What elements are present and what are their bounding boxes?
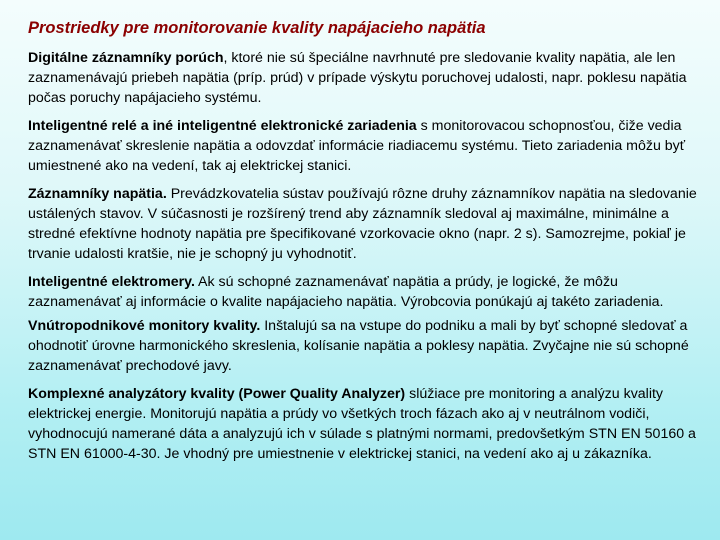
paragraph-text: Ak sú schopné zaznamenávať napätia a prúdy, je logické, že môžu zaznamenávať aj informácie o kvalite napájacieho napätia. Výrobcovia ponúkajú aj takéto zariadenia.	[28, 274, 664, 310]
paragraph-power-quality-analyzers	[28, 384, 700, 464]
paragraph-digital-fault-recorders	[28, 48, 700, 108]
paragraph-in-plant-monitors	[28, 316, 700, 376]
paragraph-lead: Vnútropodnikové monitory kvality.	[28, 318, 261, 334]
slide-title: Prostriedky pre monitorovanie kvality napájacieho napätia	[28, 19, 486, 37]
paragraph-lead: Inteligentné relé a iné inteligentné elektronické zariadenia	[28, 118, 417, 134]
paragraph-text: , ktoré nie sú špeciálne navrhnuté pre sledovanie kvality napätia, ale len zaznamenávajú priebeh napätia (príp. prúd) v prípade výskytu poruchovej udalosti, napr. poklesu napätia počas poruchy napájacieho systému.	[28, 50, 687, 106]
paragraph-smart-meters	[28, 272, 700, 312]
paragraph-lead: Komplexné analyzátory kvality (Power Quality Analyzer)	[28, 386, 406, 402]
paragraph-lead: Inteligentné elektromery.	[28, 274, 195, 290]
paragraph-lead: Záznamníky napätia.	[28, 186, 167, 202]
paragraph-lead: Digitálne záznamníky porúch	[28, 50, 224, 66]
paragraph-intelligent-relays	[28, 116, 700, 176]
slide-content	[28, 18, 700, 472]
paragraph-text: s monitorovacou schopnosťou, čiže vedia zaznamenávať skreslenie napätia a odovzdať informácie riadiacemu systému. Tieto zariadenia môžu byť umiestnené ako na vedení, tak aj elektrickej stanici.	[28, 118, 686, 174]
paragraph-text: Prevádzkovatelia sústav používajú rôzne druhy záznamníkov napätia na sledovanie ustálených stavov. V súčasnosti je rozšírený trend aby záznamník sledoval aj maximálne, minimálne a stredné efektívne hodnoty napätia pre špecifikované vzorkovacie okno (napr. 2 s). Samozrejme, pokiaľ je trvanie udalosti kratšie, nie je schopný ju vyhodnotiť.	[28, 186, 697, 262]
paragraph-voltage-recorders	[28, 184, 700, 264]
paragraph-text: slúžiace pre monitoring a analýzu kvality elektrickej energie. Monitorujú napätia a prúdy vo všetkých troch fázach ako aj v neutrálnom vodiči, vyhodnocujú namerané dáta a analyzujú ich v súlade s platnými normami, predovšetkým STN EN 50160 a STN EN 61000-4-30. Je vhodný pre umiestnenie v elektrickej stanici, na vedení ako aj u zákazníka.	[28, 386, 696, 462]
paragraph-text: Inštalujú sa na vstupe do podniku a mali by byť schopné sledovať a ohodnotiť úrovne harmonického skreslenia, kolísanie napätia a poklesy napätia. Zvyčajne nie sú schopné zaznamenávať prechodové javy.	[28, 318, 689, 374]
